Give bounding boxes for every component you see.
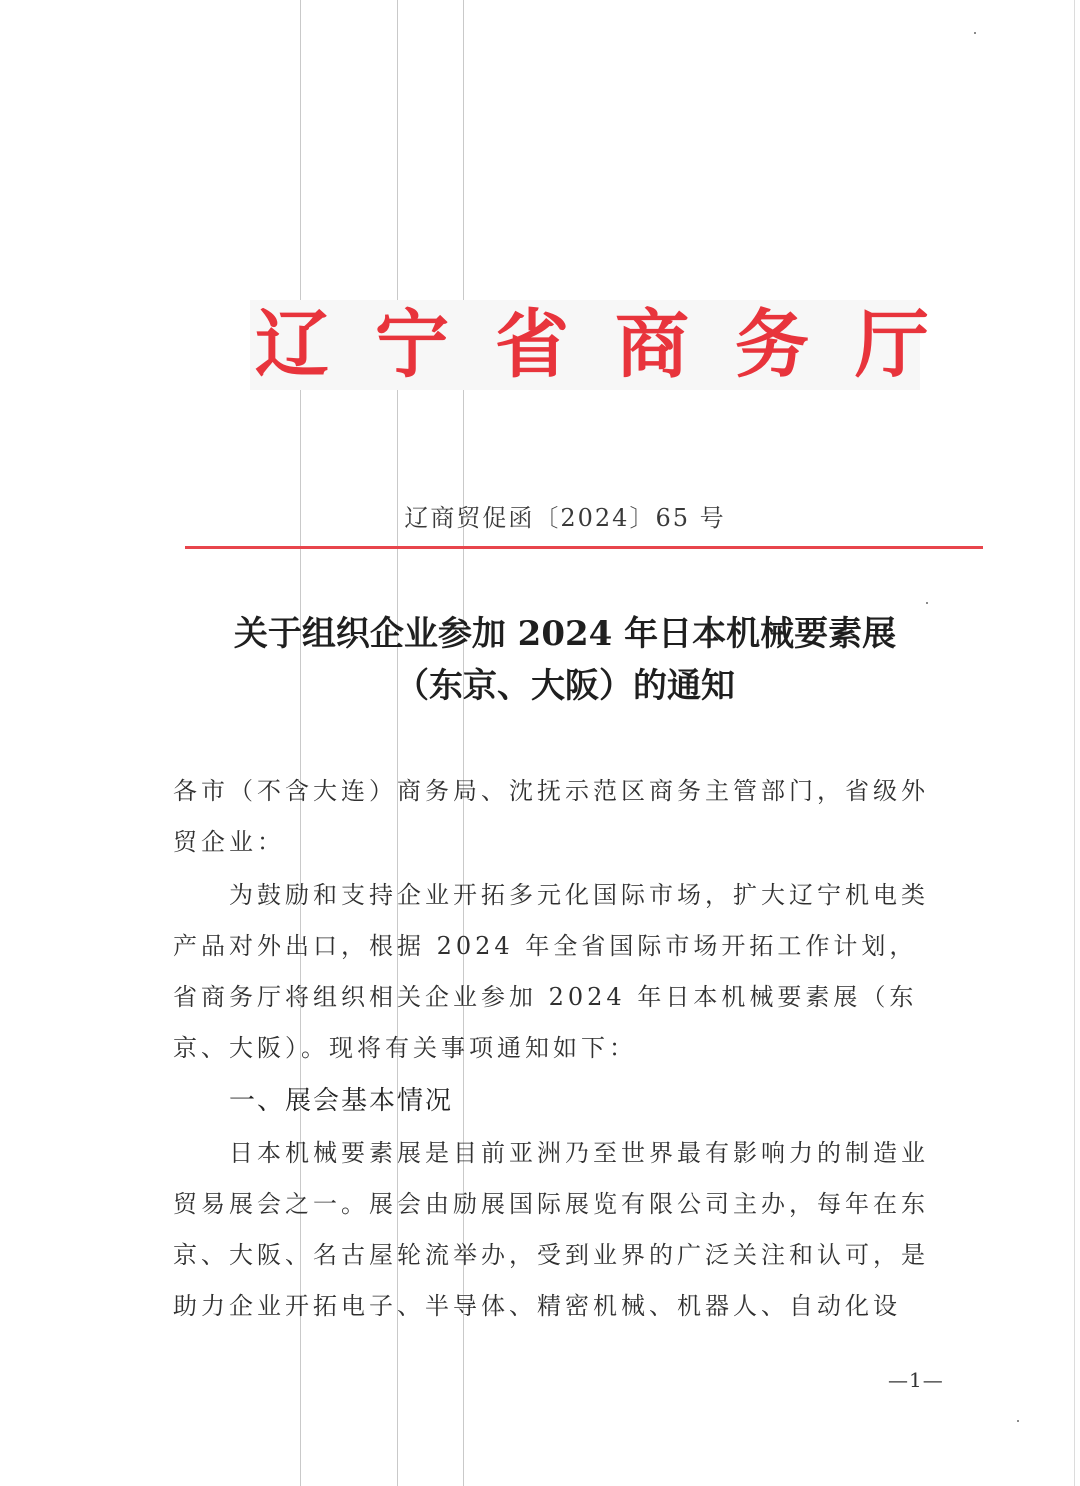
page-number: —1— xyxy=(888,1368,944,1392)
letterhead-issuer: 辽宁省商务厅 xyxy=(255,302,975,388)
section-body: 日本机械要素展是目前亚洲乃至世界最有影响力的制造业贸易展会之一。展会由励展国际展览有限公司主办，每年在东京、大阪、名古屋轮流举办，受到业界的广泛关注和认可，是助力企业开拓电子、半导体、精密机械、机器人、自动化设 xyxy=(173,1139,929,1320)
section-heading: 一、展会基本情况 xyxy=(229,1086,454,1116)
scan-crease-line xyxy=(1074,0,1075,1486)
scan-speck xyxy=(974,32,976,34)
document-title-line-2: （东京、大阪）的通知 xyxy=(395,666,735,706)
red-divider-line xyxy=(185,546,983,549)
document-number: 辽商贸促函〔2024〕65 号 xyxy=(404,504,726,532)
scan-speck xyxy=(926,602,928,604)
document-title-line-1: 关于组织企业参加 2024 年日本机械要素展 xyxy=(233,614,897,654)
addressee: 各市（不含大连）商务局、沈抚示范区商务主管部门，省级外贸企业： xyxy=(173,777,929,856)
intro-paragraph: 为鼓励和支持企业开拓多元化国际市场，扩大辽宁机电类产品对外出口，根据 2024 年全省国际市场开拓工作计划，省商务厅将组织相关企业参加 2024 年日本机械要素展（东京、大阪）。现将有关事项通知如下： xyxy=(173,881,929,1062)
scan-speck xyxy=(1017,1420,1019,1422)
